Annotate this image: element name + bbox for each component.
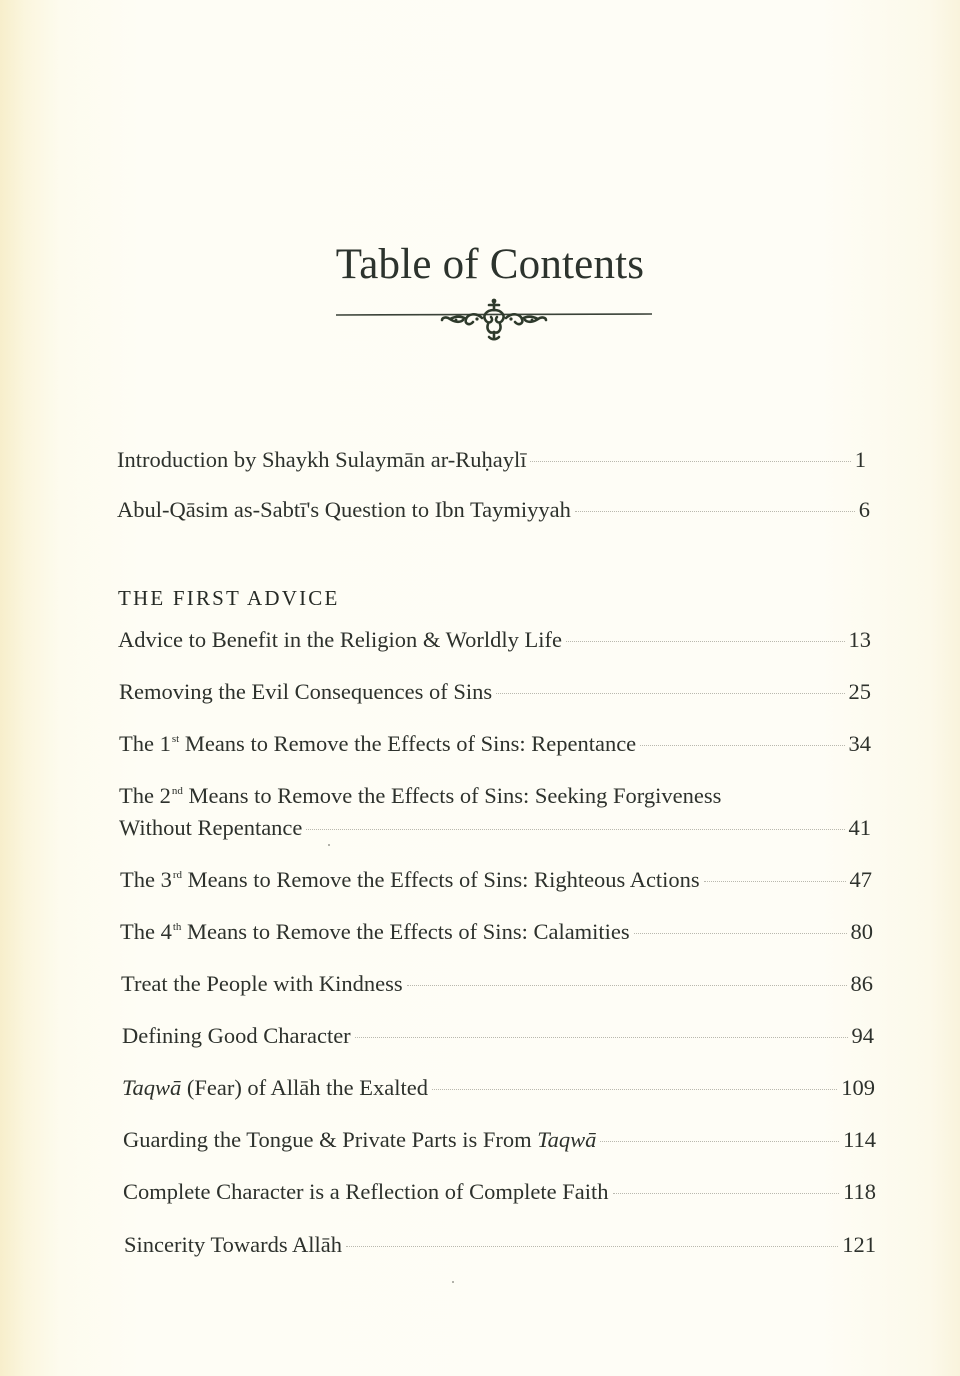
toc-page-number: 47 xyxy=(849,867,872,892)
page-title: Table of Contents xyxy=(335,241,645,288)
toc-entry-label xyxy=(119,730,636,758)
toc-entry-third-means-righteous-actions[interactable] xyxy=(120,866,872,894)
toc-entry-second-means-forgiveness[interactable] xyxy=(119,782,871,842)
toc-page-number: 121 xyxy=(842,1232,876,1257)
dot-leader xyxy=(496,693,844,694)
label-text: The 2 xyxy=(119,783,171,808)
dot-leader xyxy=(640,745,844,746)
toc-entry-label xyxy=(120,866,700,894)
label-text: Means to Remove the Effects of Sins: Seeking Forgiveness xyxy=(182,783,722,808)
ordinal-suffix: st xyxy=(171,733,180,745)
toc-entry-label-line2 xyxy=(119,814,871,842)
label-italic-text: Taqwā xyxy=(122,1075,182,1100)
dot-leader xyxy=(530,461,850,462)
toc-entry-guarding-tongue[interactable] xyxy=(123,1126,876,1154)
label-text: The 1 xyxy=(119,731,171,756)
toc-page-number: 13 xyxy=(848,627,871,652)
label-text: Without Repentance xyxy=(119,815,303,840)
section-heading-first-advice: THE FIRST ADVICE xyxy=(118,586,340,610)
toc-entry-sabti-question[interactable] xyxy=(117,496,870,524)
label-text: The 3 xyxy=(120,867,172,892)
ordinal-suffix: th xyxy=(172,921,182,933)
toc-entry-complete-character[interactable] xyxy=(123,1178,876,1206)
dot-leader xyxy=(600,1141,839,1142)
paper-speck xyxy=(452,1281,454,1283)
toc-entry-label: Abul-Qāsim as-Sabtī's Question to Ibn Taymiyyah xyxy=(117,497,571,522)
toc-entry-treat-people-kindness[interactable] xyxy=(121,970,873,998)
toc-page-number: 114 xyxy=(843,1127,876,1152)
dot-leader xyxy=(634,933,847,934)
dot-leader xyxy=(566,641,845,642)
toc-page-number: 86 xyxy=(850,971,873,996)
label-text: (Fear) of Allāh the Exalted xyxy=(181,1075,429,1100)
toc-entry-label: Advice to Benefit in the Religion & Worldly Life xyxy=(118,627,562,652)
label-text: Means to Remove the Effects of Sins: Calamities xyxy=(181,919,630,944)
toc-page-number: 34 xyxy=(848,731,871,756)
toc-entry-label: Sincerity Towards Allāh xyxy=(124,1232,342,1257)
dot-leader xyxy=(575,511,855,512)
toc-entry-first-means-repentance[interactable] xyxy=(119,730,871,758)
toc-entry-label: Complete Character is a Reflection of Complete Faith xyxy=(123,1179,609,1204)
toc-page-number: 109 xyxy=(841,1075,875,1100)
dot-leader xyxy=(704,881,846,882)
toc-entry-label xyxy=(122,1074,428,1102)
paper-speck xyxy=(328,844,330,846)
toc-page-number: 6 xyxy=(858,497,870,522)
dot-leader xyxy=(407,985,847,986)
toc-entry-label: Removing the Evil Consequences of Sins xyxy=(119,679,493,704)
dot-leader xyxy=(306,829,844,830)
toc-entry-sincerity-towards-allah[interactable] xyxy=(124,1231,876,1259)
dot-leader xyxy=(346,1246,838,1247)
ordinal-suffix: rd xyxy=(172,869,183,881)
label-text: Guarding the Tongue & Private Parts is From xyxy=(123,1127,538,1152)
label-italic-text: Taqwā xyxy=(537,1127,597,1152)
toc-entry-label: Treat the People with Kindness xyxy=(121,971,403,996)
dot-leader xyxy=(613,1193,840,1194)
toc-entry-label xyxy=(123,1126,596,1154)
label-text: Means to Remove the Effects of Sins: Repentance xyxy=(179,731,637,756)
dot-leader xyxy=(432,1089,837,1090)
toc-page-number: 94 xyxy=(851,1023,874,1048)
toc-entry-defining-good-character[interactable] xyxy=(122,1022,874,1050)
toc-entry-label: Defining Good Character xyxy=(122,1023,351,1048)
label-text: The 4 xyxy=(120,919,172,944)
toc-page-number: 118 xyxy=(843,1179,876,1204)
ordinal-suffix: nd xyxy=(171,785,183,797)
toc-entry-label xyxy=(120,918,630,946)
toc-page-number: 80 xyxy=(850,919,873,944)
toc-page-number: 41 xyxy=(848,815,871,840)
toc-entry-introduction[interactable] xyxy=(117,446,866,474)
toc-entry-fourth-means-calamities[interactable] xyxy=(120,918,873,946)
toc-entry-advice-to-benefit[interactable] xyxy=(118,626,871,654)
dot-leader xyxy=(355,1037,848,1038)
label-text: Means to Remove the Effects of Sins: Righteous Actions xyxy=(182,867,700,892)
toc-entry-removing-evil-consequences[interactable] xyxy=(119,678,871,706)
toc-entry-taqwa-fear-of-allah[interactable] xyxy=(122,1074,875,1102)
toc-entry-label: Introduction by Shaykh Sulaymān ar-Ruḥaylī xyxy=(117,447,527,472)
toc-page-number: 1 xyxy=(854,447,866,472)
toc-page-number: 25 xyxy=(848,679,871,704)
toc-entry-label-line1 xyxy=(119,782,871,810)
